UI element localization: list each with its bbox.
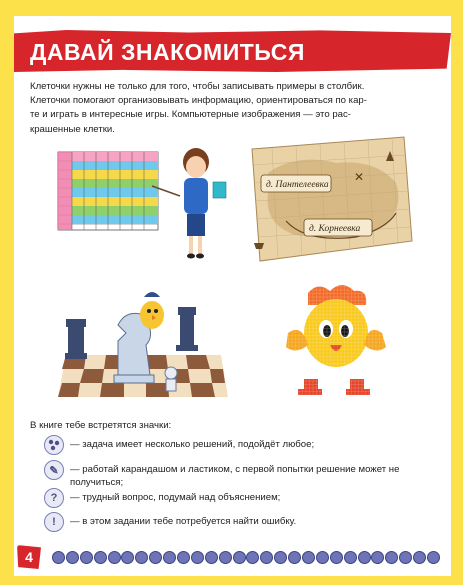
legend-text: — в этом задании тебе потребуется найти ошибку.: [70, 516, 297, 527]
map-label-village2: д. Корнеевка: [309, 224, 361, 234]
decorative-icon: [399, 551, 412, 564]
decorative-icon: [385, 551, 398, 564]
decorative-icon: [260, 551, 273, 564]
decorative-icon: [94, 551, 107, 564]
chess-illustration: [56, 285, 231, 403]
legend-text: — задача имеет несколько решений, подойдёт любое;: [70, 439, 315, 450]
legend-item: [44, 460, 439, 489]
decorative-icon: [121, 551, 134, 564]
pixel-chick-illustration: [278, 283, 390, 405]
decorative-icon: [163, 551, 176, 564]
many-solutions-icon: [44, 435, 64, 455]
decorative-icon: [427, 551, 440, 564]
decorative-icon: [80, 551, 93, 564]
decorative-icon: [413, 551, 426, 564]
intro-line: Клеточки помогают организовывать информацию, ориентироваться по кар-: [30, 95, 367, 107]
decorative-icon: [316, 551, 329, 564]
pixel-chick-icon: [278, 283, 390, 405]
dark-rook-icon: [65, 319, 87, 359]
decorative-icon: [233, 551, 246, 564]
legend-intro: В книге тебе встретятся значки:: [30, 420, 172, 431]
decorative-icon: [288, 551, 301, 564]
decorative-icon: [274, 551, 287, 564]
intro-line: те и играть в интересные игры. Компьютерные изображения — это рас-: [30, 109, 351, 121]
intro-paragraph: [30, 80, 438, 137]
dark-rook-icon-2: [176, 307, 198, 351]
cross-icon: ✕: [354, 170, 365, 184]
exclamation-icon: !: [44, 512, 64, 532]
teacher-table-illustration: [56, 140, 234, 265]
decorative-icon: [358, 551, 371, 564]
decorative-icon: [177, 551, 190, 564]
decorative-icon: [52, 551, 65, 564]
intro-line: крашенные клетки.: [30, 123, 115, 135]
decorative-icon: [330, 551, 343, 564]
legend-item: [44, 488, 439, 508]
decorative-icon: [149, 551, 162, 564]
map-label-village1: д. Пантелеевка: [266, 180, 329, 190]
decorative-icon: [191, 551, 204, 564]
colored-table-icon: [58, 152, 158, 230]
decorative-icon: [219, 551, 232, 564]
decorative-icon: [371, 551, 384, 564]
legend-text: — работай карандашом и ластиком, с первой попытки решение может не получиться;: [70, 464, 400, 488]
decorative-icon: [344, 551, 357, 564]
legend-item: [44, 512, 439, 532]
white-pawn-icon: [165, 367, 177, 391]
decorative-icon: [302, 551, 315, 564]
pencil-eraser-icon: ✎: [44, 460, 64, 480]
decorative-icon: [66, 551, 79, 564]
decorative-icon: [205, 551, 218, 564]
chick-icon: [140, 292, 164, 329]
decorative-icon: [108, 551, 121, 564]
intro-line: Клеточки нужны не только для того, чтобы записывать примеры в столбик.: [30, 81, 365, 92]
question-icon: ?: [44, 488, 64, 508]
legend-item: [44, 435, 439, 455]
treasure-map-illustration: [246, 133, 416, 265]
legend-text: — трудный вопрос, подумай над объяснением;: [70, 492, 281, 503]
decorative-icon-strip: [52, 551, 442, 565]
page-title: ДАВАЙ ЗНАКОМИТЬСЯ: [30, 39, 305, 65]
decorative-icon: [246, 551, 259, 564]
teacher-icon: [152, 148, 226, 259]
decorative-icon: [135, 551, 148, 564]
page-number: 4: [25, 549, 33, 565]
